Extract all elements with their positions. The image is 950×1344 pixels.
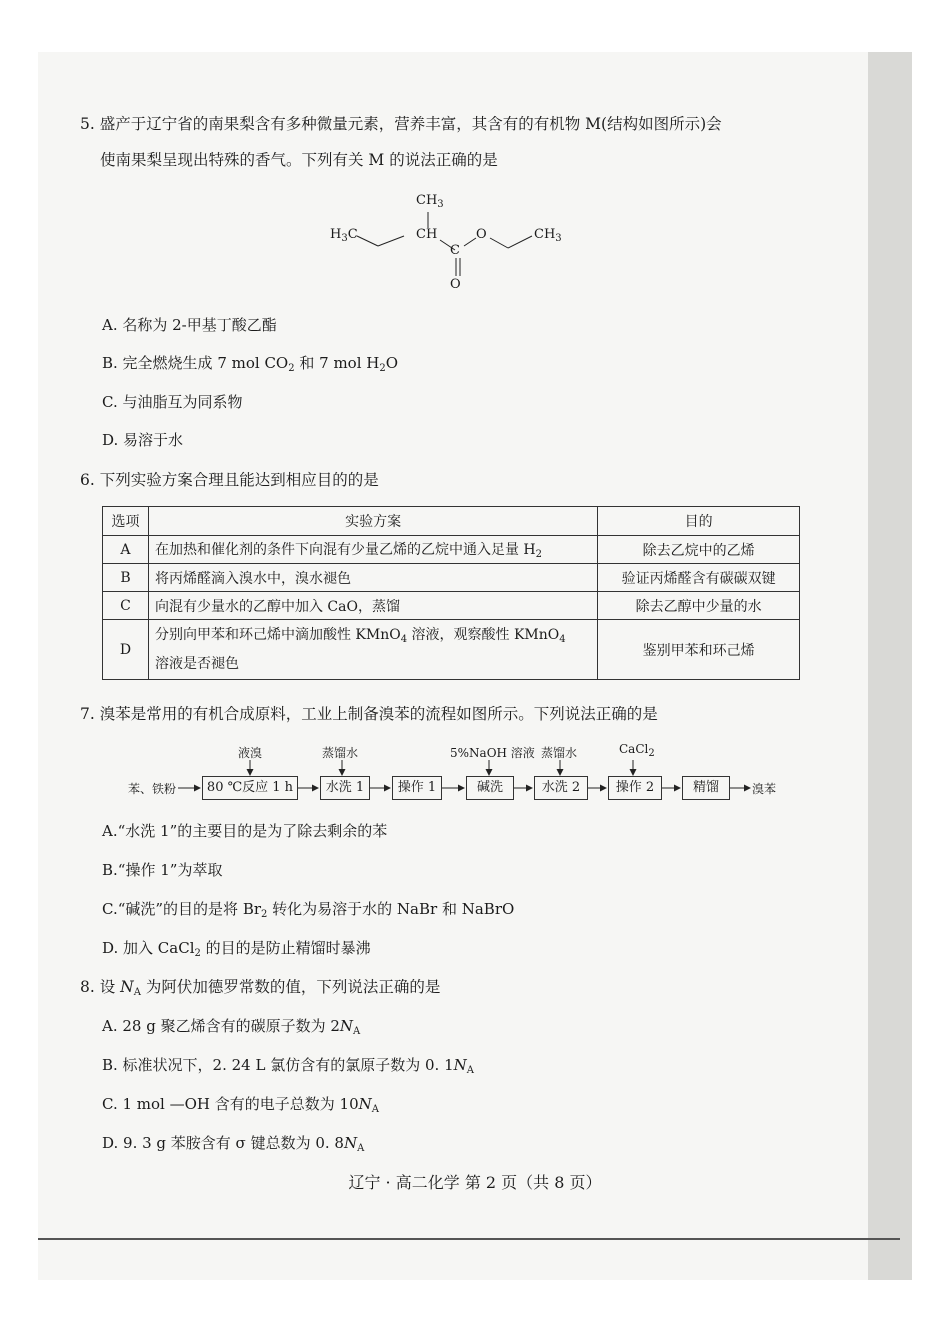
- header-option: 选项: [103, 507, 149, 536]
- flow-input-water2: 蒸馏水: [541, 746, 578, 760]
- row-goal: 鉴别甲苯和环己烯: [598, 620, 800, 680]
- q8-option-b: B. 标准状况下，2. 24 L 氯仿含有的氯原子数为 0. $1N_A$: [102, 1056, 474, 1076]
- header-plan: 实验方案: [148, 507, 597, 536]
- chem-ch3-top: $CH_3$: [416, 193, 444, 210]
- q7-stem: 7. 溴苯是常用的有机合成原料，工业上制备溴苯的流程如图所示。下列说法正确的是: [80, 705, 658, 723]
- q8-option-d: D. 9. 3 g 苯胺含有 σ 键总数为 0. $8N_A$: [102, 1134, 365, 1154]
- chem-h3c: $H_3C$: [330, 227, 358, 244]
- q8-stem: 8. 设 $N_A$ 为阿伏加德罗常数的值，下列说法正确的是: [80, 978, 441, 998]
- q5-stem-line1: 5. 盛产于辽宁省的南果梨含有多种微量元素，营养丰富，其含有的有机物 M(结构如图所示)会: [80, 115, 722, 133]
- q7-option-d: D. 加入 CaCl$_2$ 的目的是防止精馏时暴沸: [102, 939, 371, 959]
- q8-option-c: C. 1 mol —OH 含有的电子总数为 $10N_A$: [102, 1095, 379, 1115]
- row-option: B: [103, 564, 149, 592]
- q7-option-b: B.“操作 1”为萃取: [102, 861, 223, 879]
- flow-start-label: 苯、铁粉: [128, 782, 177, 796]
- flow-end-label: 溴苯: [752, 782, 777, 796]
- row-plan: 向混有少量水的乙醇中加入 CaO，蒸馏: [148, 592, 597, 620]
- flow-step-wash2: 水洗 2: [534, 776, 588, 800]
- q5-option-d: D. 易溶于水: [102, 431, 184, 449]
- q5-option-b: B. 完全燃烧生成 7 mol $CO_2$ 和 7 mol $H_2O$: [102, 354, 399, 374]
- row-goal: 除去乙醇中少量的水: [598, 592, 800, 620]
- row-option: C: [103, 592, 149, 620]
- flow-input-cacl2: CaCl$_2$: [619, 742, 655, 759]
- chem-ch: CH: [416, 227, 438, 242]
- q5-option-c: C. 与油脂互为同系物: [102, 393, 243, 411]
- row-goal: 除去乙烷中的乙烯: [598, 536, 800, 564]
- row-plan: 在加热和催化剂的条件下向混有少量乙烯的乙烷中通入足量 $H_2$: [148, 536, 597, 564]
- flow-step-wash1: 水洗 1: [320, 776, 370, 800]
- flow-step-react: 80 ℃反应 1 h: [202, 776, 298, 800]
- row-option: D: [103, 620, 149, 680]
- chem-ch3-right: $CH_3$: [534, 227, 562, 244]
- footer-divider: [38, 1238, 900, 1240]
- row-plan: 分别向甲苯和环己烯中滴加酸性 KMnO$_4$ 溶液，观察酸性 KMnO$_4$ 溶液是否褪色: [148, 620, 597, 680]
- flow-step-op2: 操作 2: [608, 776, 662, 800]
- q7-option-a: A.“水洗 1”的主要目的是为了除去剩余的苯: [102, 822, 388, 840]
- page-footer: 辽宁 · 高二化学 第 2 页（共 8 页）: [348, 1173, 602, 1192]
- chem-ester-o: O: [476, 227, 487, 242]
- q7-option-c: C.“碱洗”的目的是将 $Br_2$ 转化为易溶于水的 NaBr 和 NaBrO: [102, 900, 515, 920]
- flow-input-water1: 蒸馏水: [322, 746, 359, 760]
- q5-option-a: A. 名称为 2-甲基丁酸乙酯: [102, 316, 277, 334]
- flow-step-op1: 操作 1: [392, 776, 442, 800]
- flow-step-distill: 精馏: [682, 776, 730, 800]
- flow-input-bromine: 液溴: [238, 746, 263, 760]
- flow-step-alkali: 碱洗: [466, 776, 514, 800]
- row-option: A: [103, 536, 149, 564]
- flow-input-naoh: 5%NaOH 溶液: [450, 746, 535, 760]
- chem-carbonyl-o: O: [450, 277, 461, 292]
- row-goal: 验证丙烯醛含有碳碳双键: [598, 564, 800, 592]
- header-goal: 目的: [598, 507, 800, 536]
- q8-option-a: A. 28 g 聚乙烯含有的碳原子数为 $2N_A$: [102, 1017, 361, 1037]
- q6-stem: 6. 下列实验方案合理且能达到相应目的的是: [80, 471, 379, 489]
- row-plan: 将丙烯醛滴入溴水中，溴水褪色: [148, 564, 597, 592]
- q5-stem-line2: 使南果梨呈现出特殊的香气。下列有关 M 的说法正确的是: [100, 151, 498, 169]
- chem-carbonyl-c: C: [450, 243, 460, 258]
